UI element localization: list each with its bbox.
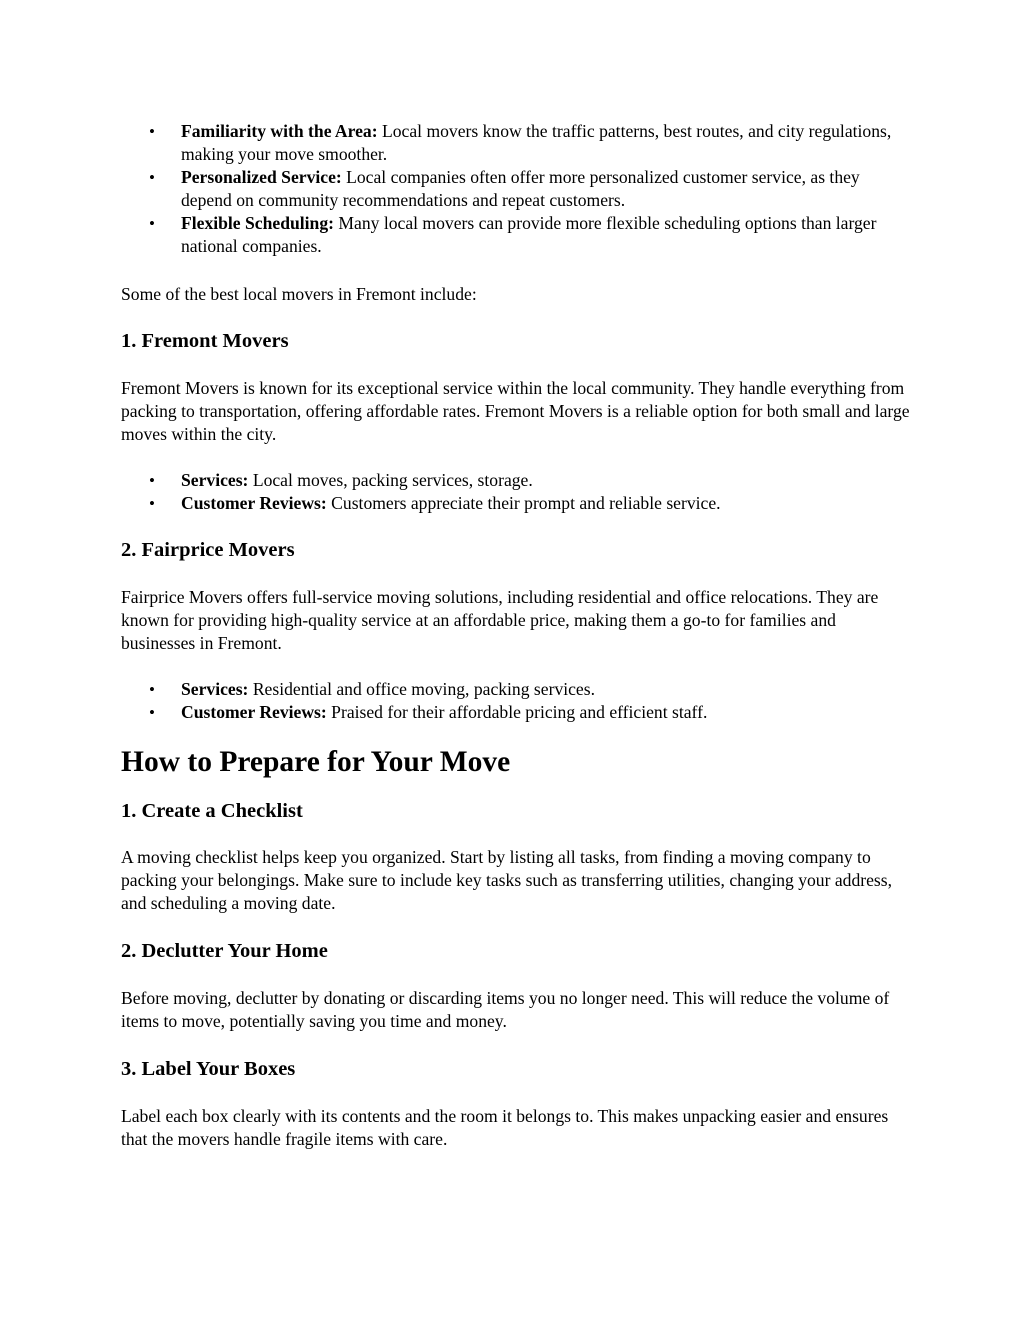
bullet-label: Services: [181, 679, 249, 699]
list-item [121, 212, 911, 258]
step-heading-checklist: 1. Create a Checklist [121, 800, 303, 822]
bullet-label: Customer Reviews: [181, 493, 327, 513]
bullet-text: Customers appreciate their prompt and reliable service. [326, 493, 721, 513]
step-text-declutter: Before moving, declutter by donating or discarding items you no longer need. This will reduce the volume of items to move, potentially saving you time and money. [121, 988, 890, 1031]
bullet-icon: • [149, 168, 155, 187]
list-item [121, 120, 911, 166]
step-heading-label: 3. Label Your Boxes [121, 1058, 296, 1080]
bullet-label: Familiarity with the Area: [181, 121, 378, 141]
list-item [121, 166, 911, 212]
bullet-label: Flexible Scheduling: [181, 213, 334, 233]
bullet-text: Praised for their affordable pricing and efficient staff. [326, 702, 708, 722]
list-item [121, 701, 911, 724]
mover-description-fairprice: Fairprice Movers offers full-service moving solutions, including residential and office relocations. They are known for providing high-quality service at an affordable price, making them a go-to for families and businesses in Fremont. [121, 587, 879, 653]
mover-description-fremont: Fremont Movers is known for its exceptional service within the local community. They handle everything from packing to transportation, offering affordable rates. Fremont Movers is a reliable option for both small and large moves within the city. [121, 378, 910, 444]
bullet-icon: • [149, 471, 155, 490]
section-title-prepare: How to Prepare for Your Move [121, 746, 511, 778]
document-page [121, 120, 911, 1151]
mover-details-fairprice [121, 678, 911, 724]
bullet-icon: • [149, 122, 155, 141]
list-item [121, 469, 911, 492]
bullet-text: Local moves, packing services, storage. [248, 470, 533, 490]
intro-bullet-list [121, 120, 911, 258]
bullet-text: Local companies often offer more personalized customer service, as they depend on community recommendations and repeat customers. [181, 167, 860, 210]
step-heading-declutter: 2. Declutter Your Home [121, 940, 328, 962]
mover-heading-fremont: 1. Fremont Movers [121, 330, 289, 352]
list-item [121, 492, 911, 515]
bullet-label: Services: [181, 470, 249, 490]
mover-details-fremont [121, 469, 911, 515]
bullet-icon: • [149, 214, 155, 233]
mover-heading-fairprice: 2. Fairprice Movers [121, 539, 295, 561]
bullet-label: Customer Reviews: [181, 702, 327, 722]
bullet-text: Residential and office moving, packing services. [248, 679, 595, 699]
bullet-text: Local movers know the traffic patterns, best routes, and city regulations, making your move smoother. [181, 121, 892, 164]
step-text-label: Label each box clearly with its contents and the room it belongs to. This makes unpacking easier and ensures that the movers handle fragile items with care. [121, 1106, 889, 1149]
bullet-icon: • [149, 680, 155, 699]
list-item [121, 678, 911, 701]
step-text-checklist: A moving checklist helps keep you organized. Start by listing all tasks, from finding a moving company to packing your belongings. Make sure to include key tasks such as transferring utilities, changing your address, and scheduling a moving date. [121, 847, 893, 913]
bullet-icon: • [149, 494, 155, 513]
bullet-icon: • [149, 703, 155, 722]
bullet-text: Many local movers can provide more flexible scheduling options than larger national companies. [181, 213, 877, 256]
best-movers-intro: Some of the best local movers in Fremont include: [121, 284, 477, 304]
bullet-label: Personalized Service: [181, 167, 342, 187]
